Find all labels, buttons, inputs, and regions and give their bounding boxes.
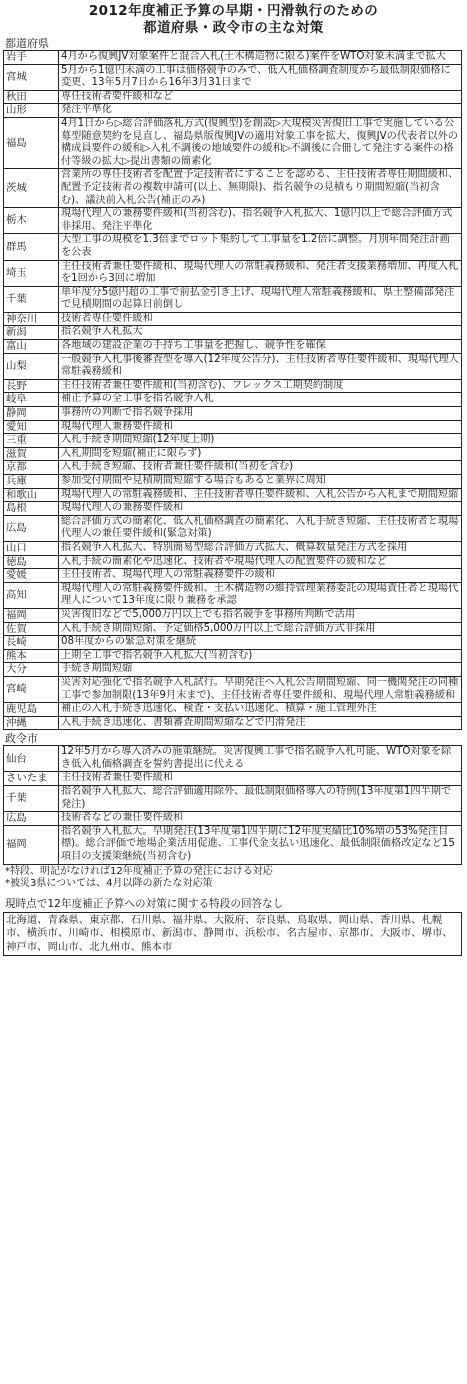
measure-description: 指名競争入札拡大、総合評価適用除外、最低制限価格導入の特例(13年度第1四半期で発注)	[59, 786, 462, 812]
measure-description: 総合評価方式の簡素化、低入札価格調査の簡素化、入札手続き短縮、主任技術者と現場代理人の兼任要件緩和(緊急対策)	[59, 515, 462, 541]
prefecture-row	[4, 286, 462, 312]
measure-description: 補正予算の全工事を指名競争入札	[59, 393, 462, 407]
prefecture-row	[4, 407, 462, 421]
measure-description: 営業所の専任技術者を配置予定技術者にすることを認める、主任技術者専任期間緩和、配置予定技術者の複数申請可(以上、無期限)、指名競争の見積もり期間短縮(当初含む)、議決前入札公告(補正のみ)	[59, 169, 462, 208]
prefecture-row	[4, 569, 462, 583]
region-name: 徳島	[4, 555, 59, 569]
measure-description: 補正の入札手続き迅速化、検査・支払い迅速化、積算・施工管理外注	[59, 703, 462, 717]
prefecture-row	[4, 90, 462, 104]
measure-description: 主任技術者兼任要件緩和、現場代理人の常駐義務緩和、発注者支援業務増加、再度入札を1回から3回に増加	[59, 260, 462, 286]
measure-description: 入札手続き期間短縮(12年度上期)	[59, 434, 462, 448]
prefecture-row	[4, 104, 462, 118]
measure-description: 単年度分5億円超の工事で前払金引き上げ、現場代理人常駐義務緩和、県土整備部発注で見積期間の起算日前倒し	[59, 286, 462, 312]
region-name: 広島	[4, 812, 59, 826]
footnotes	[5, 866, 464, 892]
prefecture-row	[4, 420, 462, 434]
measure-description: 主任技術者兼任要件緩和(当初含む)、フレックス工期契約制度	[59, 379, 462, 393]
measure-description: 災害対応強化で指名競争入札試行。早期発注へ入札公告期間短縮、同一機関発注の同種工事で参加制限(13年9月末まで)、主任技術者専任要件緩和、現場代理人常駐義務緩和	[59, 676, 462, 702]
prefecture-row	[4, 488, 462, 502]
region-name: 長野	[4, 379, 59, 393]
measure-description: 事務所の判断で指名競争採用	[59, 407, 462, 421]
region-name: 仙台	[4, 746, 59, 772]
city-row	[4, 812, 462, 826]
prefecture-row	[4, 515, 462, 541]
region-name: 岩手	[4, 51, 59, 65]
prefecture-row	[4, 208, 462, 234]
region-name: 沖縄	[4, 716, 59, 730]
city-row	[4, 825, 462, 864]
region-name: 栃木	[4, 208, 59, 234]
prefecture-row	[4, 379, 462, 393]
measure-description: 5月から1億円未満の工事は価格競争のみで、低入札価格調査制度から最低制限価格に変更、13年5月7日から16年3月31日まで	[59, 64, 462, 90]
region-name: 大分	[4, 663, 59, 677]
prefecture-row	[4, 663, 462, 677]
footnote: *被災3県については、4月以降の新たな対応策	[5, 878, 213, 890]
measure-description: 入札期間を短縮(補正に限らず)	[59, 447, 462, 461]
measure-description: 専任技術者要件緩和など	[59, 90, 462, 104]
prefecture-row	[4, 622, 462, 636]
region-name: 富山	[4, 340, 59, 354]
prefectures-table	[3, 50, 462, 730]
region-name: 広島	[4, 515, 59, 541]
prefecture-row	[4, 260, 462, 286]
measure-description: 現場代理人の常駐義務緩和、主任技術者専任要件緩和、入札公告から入札まで期間短縮	[59, 488, 462, 502]
measure-description: 08年度からの緊急対策を継続	[59, 636, 462, 650]
measure-description: 入札手続の簡素化や迅速化、技術者や現場代理人の配置要件の緩和など	[59, 555, 462, 569]
prefecture-row	[4, 64, 462, 90]
cities-table	[3, 745, 462, 864]
region-name: 茨城	[4, 169, 59, 208]
prefecture-row	[4, 716, 462, 730]
prefecture-row	[4, 51, 462, 65]
region-name: 長崎	[4, 636, 59, 650]
region-name: 山形	[4, 104, 59, 118]
measure-description: 指名競争入札拡大、特別簡易型総合評価方式拡大、概算数量発注方式を採用	[59, 541, 462, 555]
region-name: 群馬	[4, 234, 59, 260]
prefectures-section-label: 都道府県	[5, 37, 49, 50]
prefecture-row	[4, 676, 462, 702]
prefecture-row	[4, 541, 462, 555]
prefecture-row	[4, 475, 462, 489]
measure-description: 指名競争入札拡大	[59, 326, 462, 340]
measure-description: 入札手続き期間短縮、予定価格5,000万円以上で総合評価方式非採用	[59, 622, 462, 636]
measure-description: 現場代理人の兼務要件緩和	[59, 502, 462, 516]
prefecture-row	[4, 434, 462, 448]
measure-description: 12年5月から導入済みの施策継続。災害復興工事で指名競争入札可能、WTO対象を除き低入札価格調査を誓約書提出に代える	[59, 746, 462, 772]
prefecture-row	[4, 703, 462, 717]
region-name: 愛媛	[4, 569, 59, 583]
title-line-1: 2012年度補正予算の早期・円滑執行のための	[88, 4, 379, 19]
no-response-list: 北海道、青森県、東京都、石川県、福井県、大阪府、奈良県、鳥取県、岡山県、香川県、札幌市、横浜市、川崎市、相模原市、新潟市、静岡市、浜松市、名古屋市、京都市、大阪市、堺市、神戸市、岡山市、北九州市、熊本市	[3, 912, 462, 956]
prefecture-row	[4, 312, 462, 326]
city-row	[4, 786, 462, 812]
prefecture-row	[4, 582, 462, 608]
measure-description: 発注平準化	[59, 104, 462, 118]
measure-description: 4月から復興JV対象案件と混合入札(土木構造物に限る)案件をWTO対象未満まで拡大	[59, 51, 462, 65]
region-name: 兵庫	[4, 475, 59, 489]
region-name: 神奈川	[4, 312, 59, 326]
prefecture-row	[4, 353, 462, 379]
measure-description: 一般競争入札事後審査型を導入(12年度公告分)、主任技術者専任要件緩和、現場代理人常駐義務緩和	[59, 353, 462, 379]
city-row	[4, 772, 462, 786]
prefecture-row	[4, 502, 462, 516]
region-name: 千葉	[4, 786, 59, 812]
region-name: 秋田	[4, 90, 59, 104]
region-name: 福岡	[4, 608, 59, 622]
measure-description: 現場代理人の兼務要件緩和(当初含む)、指名競争入札拡大、1億円以上で総合評価方式非採用、発注平準化	[59, 208, 462, 234]
region-name: 熊本	[4, 649, 59, 663]
region-name: 宮城	[4, 64, 59, 90]
prefecture-row	[4, 326, 462, 340]
measure-description: 入札手続き迅速化、書類審査期間短縮などで円滑発注	[59, 716, 462, 730]
no-response-title: 現時点で12年度補正予算への対策に関する特段の回答なし	[5, 898, 284, 911]
prefecture-row	[4, 169, 462, 208]
region-name: 愛知	[4, 420, 59, 434]
region-name: 京都	[4, 461, 59, 475]
region-name: 山口	[4, 541, 59, 555]
prefecture-row	[4, 636, 462, 650]
measure-description: 大型工事の規模を1.3倍までロット集約して工事量を1.2倍に調整。月別年間発注計画を公表	[59, 234, 462, 260]
prefecture-row	[4, 461, 462, 475]
measure-description: 主任技術者、現場代理人の常駐義務要件の緩和	[59, 569, 462, 583]
measure-description: 技術者などの兼任要件緩和	[59, 812, 462, 826]
region-name: 高知	[4, 582, 59, 608]
region-name: 滋賀	[4, 447, 59, 461]
measure-description: 災害復旧などで5,000万円以上でも指名競争を事務所判断で活用	[59, 608, 462, 622]
region-name: 宮崎	[4, 676, 59, 702]
measure-description: 4月1日から▷総合評価落札方式(復興型)を創設▷大規模災害復旧工事で実施している公募型随意契約を見直し、福島県版復興JVの適用対象工事を拡大、復興JVの代表者以外の構成員要件の緩和▷入札不調後の地域要件の緩和▷不調後に合冊して発注する案件の格付等級の拡大▷提出書類の簡素化	[59, 117, 462, 168]
prefecture-row	[4, 234, 462, 260]
prefecture-row	[4, 649, 462, 663]
city-row	[4, 746, 462, 772]
region-name: 岐阜	[4, 393, 59, 407]
region-name: 鹿児島	[4, 703, 59, 717]
region-name: 静岡	[4, 407, 59, 421]
prefecture-row	[4, 608, 462, 622]
region-name: 島根	[4, 502, 59, 516]
document-title	[3, 3, 464, 37]
title-line-2: 都道府県・政令市の主な対策	[143, 21, 324, 36]
region-name: 和歌山	[4, 488, 59, 502]
region-name: 千葉	[4, 286, 59, 312]
prefecture-row	[4, 555, 462, 569]
region-name: 三重	[4, 434, 59, 448]
prefecture-row	[4, 447, 462, 461]
region-name: さいたま	[4, 772, 59, 786]
measure-description: 各地域の建設企業の手持ち工事量を把握し、競争性を確保	[59, 340, 462, 354]
prefecture-row	[4, 117, 462, 168]
measure-description: 参加受付期間や見積期間短縮する場合もあると業界に周知	[59, 475, 462, 489]
prefecture-row	[4, 340, 462, 354]
region-name: 福島	[4, 117, 59, 168]
measure-description: 手続き期間短縮	[59, 663, 462, 677]
measure-description: 上期全工事で指名競争入札拡大(当初含む)	[59, 649, 462, 663]
measure-description: 現場代理人の常駐義務要件緩和、土木構造物の維持管理業務委託の現場責任者と現場代理人について13年度に限り兼務を承認	[59, 582, 462, 608]
cities-section-label: 政令市	[5, 732, 38, 746]
region-name: 新潟	[4, 326, 59, 340]
region-name: 福岡	[4, 825, 59, 864]
footnote: *特段、明記がなければ12年度補正予算の発注における対応	[5, 865, 273, 877]
measure-description: 入札手続き短縮、技術者兼任要件緩和(当初を含む)	[59, 461, 462, 475]
prefecture-row	[4, 393, 462, 407]
measure-description: 主任技術者兼任要件緩和	[59, 772, 462, 786]
measure-description: 現場代理人兼務要件緩和	[59, 420, 462, 434]
region-name: 埼玉	[4, 260, 59, 286]
measure-description: 指名競争入札拡大。早期発注(13年度第1四半期に12年度実績比10%増の53%発注目標)。総合評価で地場企業活用促進、工事代金支払い迅速化、最低制限価格改定など15項目の支援策継続(当初含む)	[59, 825, 462, 864]
measure-description: 技術者専任要件緩和	[59, 312, 462, 326]
region-name: 山梨	[4, 353, 59, 379]
region-name: 佐賀	[4, 622, 59, 636]
